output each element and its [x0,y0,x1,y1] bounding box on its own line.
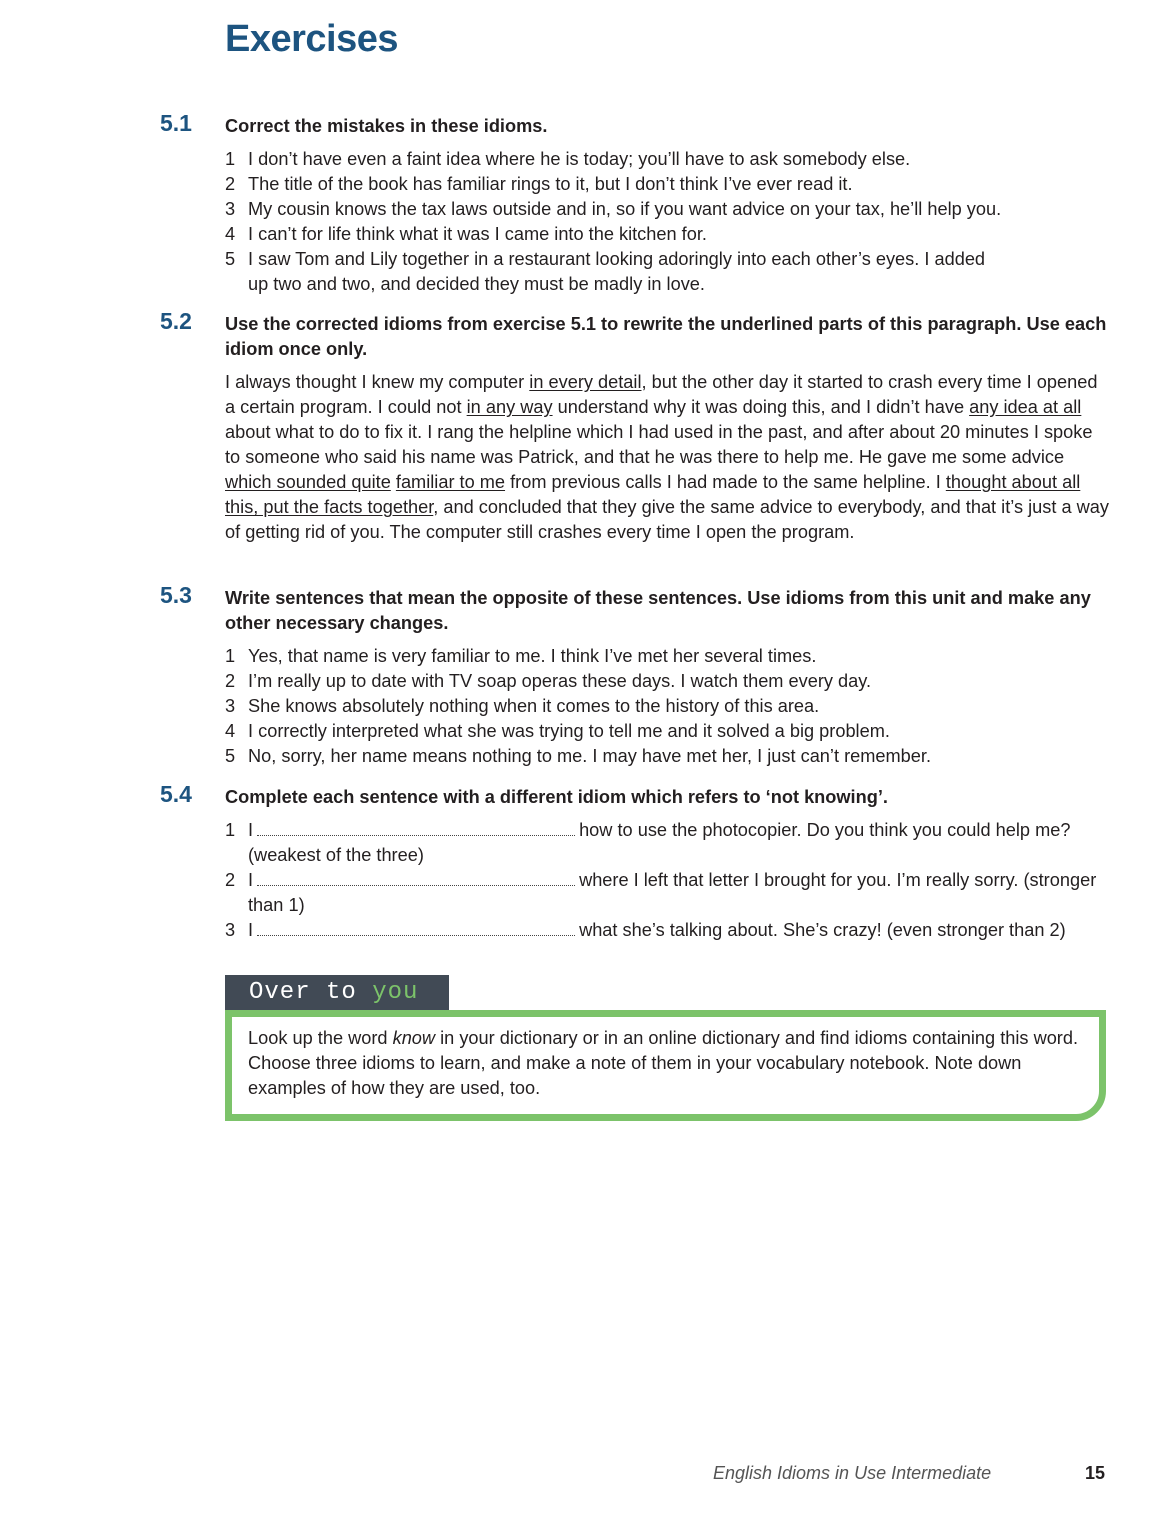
exercise-number: 5.4 [160,781,192,807]
over-to-you-text: Look up the word [248,1028,393,1048]
exercise-number: 5.1 [160,110,192,136]
underlined-phrase: which sounded quite [225,472,391,492]
item-text: I can’t for life think what it was I came into the kitchen for. [248,224,707,244]
paragraph-text: I always thought I knew my computer [225,372,530,392]
item-number: 4 [225,721,236,741]
exercise-5-4 [160,781,1110,943]
answer-blank[interactable] [257,921,575,936]
exercise-5-1 [160,110,1110,297]
item-number: 3 [225,199,236,219]
exercise-items [225,147,1110,297]
item-number: 1 [225,646,236,666]
item-start: I [248,820,254,840]
exercise-instruction: Complete each sentence with a different idiom which refers to ‘not knowing’. [225,787,888,807]
item-start: I [248,920,254,940]
over-to-you-box [225,1010,1106,1121]
exercise-5-2 [160,308,1110,545]
over-to-you-highlight: you [372,979,419,1006]
item-number: 3 [225,920,236,940]
list-item [225,744,1110,769]
list-item [225,147,1110,172]
item-number: 2 [225,174,236,194]
over-to-you-text: in your dictionary or in an online dictionary and find idioms containing this word. Choose three idioms to learn, and make a note of them in your vocabulary notebook. Note down examples of how they are used, too. [248,1028,1079,1098]
list-item [225,669,1110,694]
item-number: 4 [225,224,236,244]
list-item [225,197,1110,222]
list-item [225,222,1110,247]
exercise-instruction: Write sentences that mean the opposite of these sentences. Use idioms from this unit and make any other necessary changes. [225,588,1091,633]
underlined-phrase: in any way [466,397,553,417]
item-text: what she’s talking about. She’s crazy! (even stronger than 2) [579,920,1066,940]
item-text: No, sorry, her name means nothing to me. I may have met her, I just can’t remember. [248,746,931,766]
list-item [225,644,1110,669]
item-text: where I left that letter I brought for you. I’m really sorry. (stronger than 1) [248,870,1097,915]
exercise-paragraph [225,370,1110,545]
paragraph-text: about what to do to fix it. I rang the helpline which I had used in the past, and after about 20 minutes I spoke to someone who said his name was Patrick, and that he was there to help me. He gave me some advice [225,422,1093,467]
list-item [225,247,1110,297]
underlined-phrase: in every detail [529,372,642,392]
item-number: 3 [225,696,236,716]
item-number: 5 [225,249,236,269]
list-item [225,818,1110,868]
page-title: Exercises [225,18,398,60]
item-text: I don’t have even a faint idea where he is today; you’ll have to ask somebody else. [248,149,911,169]
answer-blank[interactable] [257,871,575,886]
item-text: Yes, that name is very familiar to me. I think I’ve met her several times. [248,646,817,666]
paragraph-text: , and concluded that they give the same advice to everybody, and that it’s just a way of getting rid of you. The computer still crashes every time I open the program. [225,497,1109,542]
list-item [225,172,1110,197]
item-start: I [248,870,254,890]
paragraph-text: from previous calls I had made to the same helpline. I [505,472,946,492]
item-number: 5 [225,746,236,766]
exercise-number: 5.2 [160,308,192,334]
item-number: 1 [225,149,236,169]
item-number: 2 [225,671,236,691]
over-to-you-tab [225,975,449,1010]
underlined-phrase: familiar to me [395,472,506,492]
over-to-you-label: Over to [249,979,373,1006]
exercise-instruction: Correct the mistakes in these idioms. [225,116,548,136]
paragraph-text: , but the other day it started to crash every time I opened a certain program. I could not [225,372,1098,417]
exercise-items [225,644,1110,769]
exercise-items [225,818,1110,943]
exercise-instruction: Use the corrected idioms from exercise 5.1 to rewrite the underlined parts of this paragraph. Use each idiom once only. [225,314,1107,359]
item-number: 1 [225,820,236,840]
item-text: I correctly interpreted what she was trying to tell me and it solved a big problem. [248,721,890,741]
page-number: 15 [1085,1463,1106,1483]
exercise-number: 5.3 [160,582,192,608]
footer-book-title: English Idioms in Use Intermediate [713,1463,992,1483]
exercise-5-3 [160,582,1110,769]
item-text: I saw Tom and Lily together in a restaurant looking adoringly into each other’s eyes. I added up two and two, and decided they must be madly in love. [248,249,986,294]
over-to-you-keyword: know [392,1028,436,1048]
underlined-phrase: any idea at all [969,397,1082,417]
list-item [225,719,1110,744]
answer-blank[interactable] [257,821,575,836]
item-text: My cousin knows the tax laws outside and in, so if you want advice on your tax, he’ll help you. [248,199,1002,219]
list-item [225,694,1110,719]
list-item [225,918,1110,943]
item-text: I’m really up to date with TV soap operas these days. I watch them every day. [248,671,872,691]
item-text: She knows absolutely nothing when it comes to the history of this area. [248,696,820,716]
underlined-phrase: thought about all this, put the facts together [225,472,1081,517]
item-number: 2 [225,870,236,890]
item-text: how to use the photocopier. Do you think you could help me? (weakest of the three) [248,820,1071,865]
item-text: The title of the book has familiar rings to it, but I don’t think I’ve ever read it. [248,174,853,194]
list-item [225,868,1110,918]
paragraph-text: understand why it was doing this, and I didn’t have [552,397,970,417]
